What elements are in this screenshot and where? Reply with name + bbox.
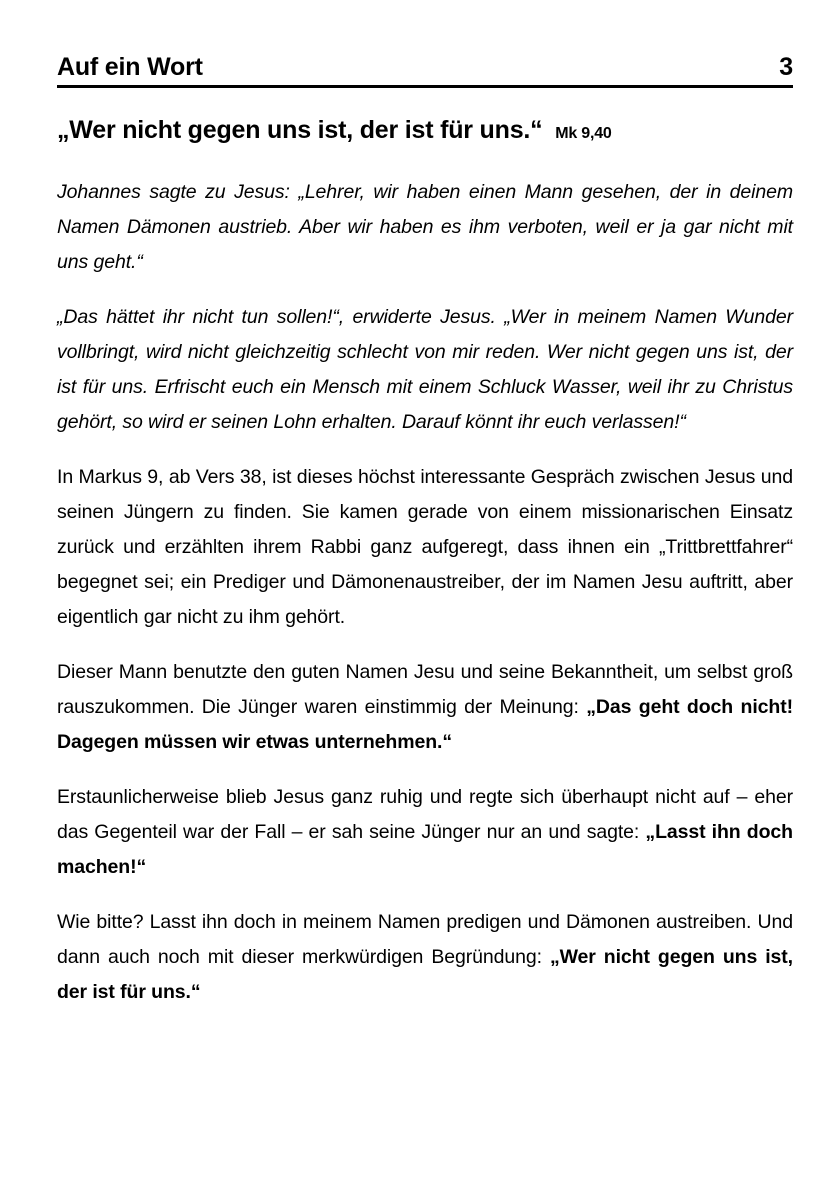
paragraph-bold-text: „Wer nicht gegen uns ist, der ist für uns.“ bbox=[57, 945, 793, 1003]
paragraph-text: Dieser Mann benutzte den guten Namen Jesu und seine Bekanntheit, um selbst groß rauszukommen. Die Jünger waren einstimmig der Meinung: bbox=[57, 660, 793, 718]
body-paragraph-2 bbox=[57, 655, 793, 760]
section-title: Auf ein Wort bbox=[57, 53, 203, 81]
paragraph-text: Erstaunlicherweise blieb Jesus ganz ruhig und regte sich überhaupt nicht auf – eher das Gegenteil war der Fall – er sah seine Jünger nur an und sagte: bbox=[57, 785, 793, 843]
article-title-text: „Wer nicht gegen uns ist, der ist für uns.“ bbox=[57, 115, 543, 144]
paragraph-bold-text: „Das geht doch nicht! Dagegen müssen wir etwas unternehmen.“ bbox=[57, 695, 793, 753]
page-number: 3 bbox=[779, 53, 793, 81]
scripture-quote-paragraph-2: „Das hättet ihr nicht tun sollen!“, erwiderte Jesus. „Wer in meinem Namen Wunder vollbringt, wird nicht gleichzeitig schlecht von mir reden. Wer nicht gegen uns ist, der ist für uns. Erfrischt euch ein Mensch mit einem Schluck Wasser, weil ihr zu Christus gehört, so wird er seinen Lohn erhalten. Darauf könnt ihr euch verlassen!“ bbox=[57, 305, 793, 433]
paragraph-bold-text: „Lasst ihn doch machen!“ bbox=[57, 820, 793, 878]
body-paragraph-4 bbox=[57, 905, 793, 1010]
paragraph-text: Wie bitte? Lasst ihn doch in meinem Namen predigen und Dämonen austreiben. Und dann auch noch mit dieser merkwürdigen Begründung: bbox=[57, 910, 793, 968]
scripture-reference: Mk 9,40 bbox=[555, 124, 612, 142]
scripture-quote-paragraph-1: Johannes sagte zu Jesus: „Lehrer, wir haben einen Mann gesehen, der in deinem Namen Dämonen austrieb. Aber wir haben es ihm verboten, weil er ja gar nicht mit uns geht.“ bbox=[57, 180, 793, 273]
page-header bbox=[57, 54, 793, 88]
article-body bbox=[57, 175, 793, 1010]
article-title bbox=[57, 115, 793, 145]
body-paragraph-1: In Markus 9, ab Vers 38, ist dieses höchst interessante Gespräch zwischen Jesus und seinen Jüngern zu finden. Sie kamen gerade von einem missionarischen Einsatz zurück und erzählten ihrem Rabbi ganz aufgeregt, dass ihnen ein „Trittbrettfahrer“ begegnet sei; ein Prediger und Dämonenaustreiber, der im Namen Jesu auftritt, aber eigentlich gar nicht zu ihm gehört. bbox=[57, 465, 793, 628]
body-paragraph-3 bbox=[57, 780, 793, 885]
